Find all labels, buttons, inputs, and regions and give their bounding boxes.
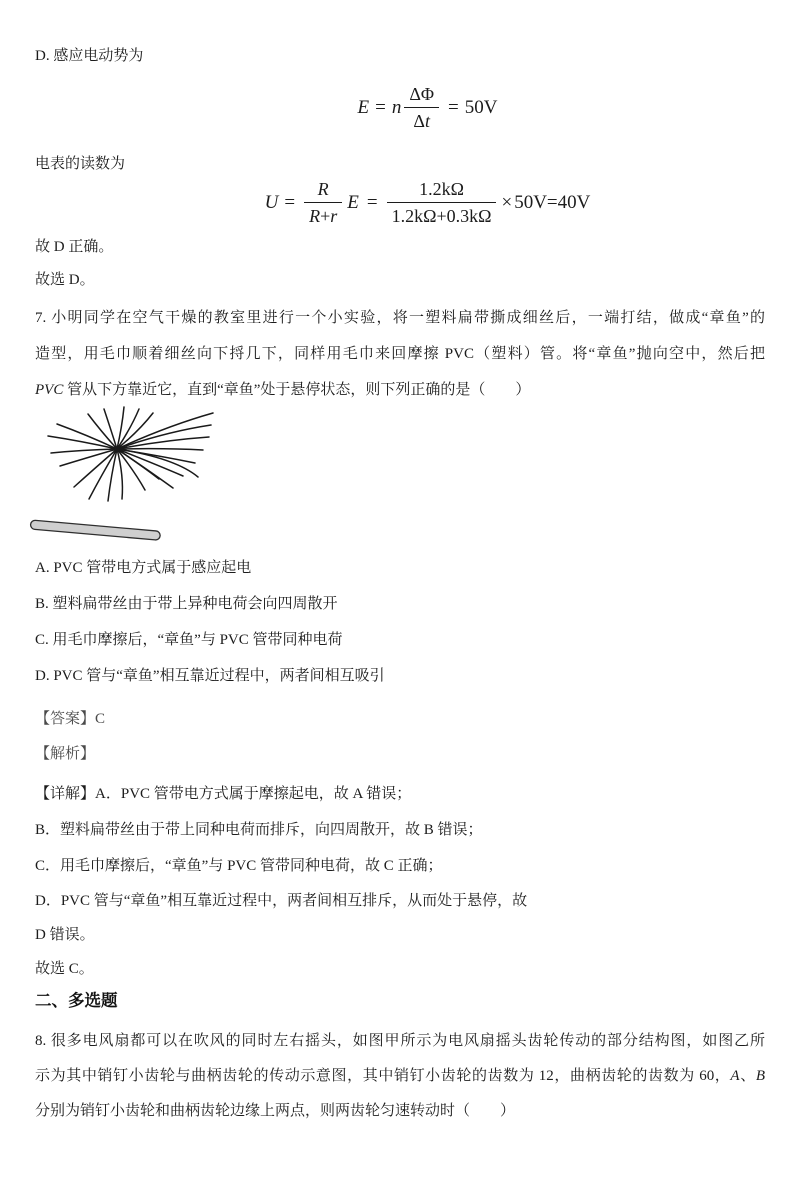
- formula-var: n: [391, 96, 402, 118]
- equals-sign: =: [284, 191, 296, 213]
- fraction-denominator: 1.2kΩ+0.3kΩ: [387, 202, 497, 226]
- equals-sign: =: [366, 191, 378, 213]
- fraction: [387, 179, 497, 226]
- plus-sign: +: [320, 206, 331, 226]
- formula-result: 50V: [464, 96, 498, 118]
- conclusion-choose-line: 故选 D。: [35, 272, 95, 288]
- detail-line-c: C．用毛巾摩擦后，“章鱼”与 PVC 管带同种电荷，故 C 正确；: [35, 858, 443, 874]
- voltage-formula: [0, 179, 800, 226]
- fraction-denominator: [404, 107, 439, 131]
- fraction-numerator: 1.2kΩ: [419, 179, 464, 199]
- point-b-label: B: [755, 1068, 765, 1084]
- formula-var: U: [264, 191, 279, 213]
- section-heading-multi-choice: 二、多选题: [35, 991, 118, 1010]
- multiply-sign: ×: [501, 191, 513, 213]
- fraction: [404, 84, 439, 131]
- fraction-numerator: ΔΦ: [409, 84, 435, 104]
- answer-value: C: [95, 711, 106, 727]
- formula-var: r: [330, 206, 338, 226]
- formula-var: E: [347, 191, 359, 213]
- answer-line: [35, 708, 765, 730]
- question-7-line-1: 7. 小明同学在空气干燥的教室里进行一个小实验，将一塑料扁带撕成细丝后，一端打结，做成“章鱼”的: [35, 310, 765, 326]
- detail-text-a: A．PVC 管带电方式属于摩擦起电，故 A 错误；: [95, 786, 412, 802]
- solution-option-d-line: D. 感应电动势为: [35, 48, 144, 64]
- option-b: B. 塑料扁带丝由于带上异种电荷会向四周散开: [35, 596, 338, 612]
- meter-reading-line: 电表的读数为: [35, 156, 126, 172]
- detail-line-a: [35, 783, 765, 805]
- detail-label: 【详解】: [35, 786, 96, 802]
- detail-line-d-wrap: D 错误。: [35, 927, 95, 943]
- emf-formula: [0, 84, 800, 131]
- pvc-pipe-icon: [30, 520, 160, 540]
- option-c: C. 用毛巾摩擦后，“章鱼”与 PVC 管带同种电荷: [35, 632, 343, 648]
- formula-result: 50V=40V: [514, 191, 591, 213]
- question-7-line-3-rest: 管从下方靠近它，直到“章鱼”处于悬停状态，则下列正确的是（ ）: [63, 382, 531, 398]
- fraction-denominator: [304, 202, 342, 226]
- answer-label: 【答案】: [35, 711, 96, 727]
- equals-sign: =: [448, 96, 459, 118]
- option-d: D. PVC 管与“章鱼”相互靠近过程中，两者间相互吸引: [35, 668, 385, 684]
- question-7-line-2: 造型，用毛巾顺着细丝向下捋几下，同样用毛巾来回摩擦 PVC（塑料）管。将“章鱼”抛向空中，然后把: [35, 346, 765, 362]
- pvc-italic-label: PVC: [35, 382, 64, 398]
- fraction-numerator: R: [317, 179, 329, 199]
- equals-sign: =: [375, 96, 386, 118]
- analysis-label-line: 【解析】: [35, 746, 96, 762]
- option-a: A. PVC 管带电方式属于感应起电: [35, 560, 252, 576]
- question-8-line-1: 8. 很多电风扇都可以在吹风的同时左右摇头，如图甲所示为电风扇摇头齿轮传动的部分结构图，如图乙所: [35, 1033, 765, 1049]
- detail-line-b: B．塑料扁带丝由于带上同种电荷而排斥，向四周散开，故 B 错误；: [35, 822, 483, 838]
- conclusion-correct-line: 故 D 正确。: [35, 239, 114, 255]
- question-7-line-3: [35, 379, 765, 401]
- octopus-knot: [114, 446, 119, 451]
- conclusion-choose-c-line: 故选 C。: [35, 961, 94, 977]
- question-7-figure: [25, 400, 235, 548]
- separator: 、: [739, 1068, 756, 1084]
- question-8-line-2-text: 示为其中销钉小齿轮与曲柄齿轮的传动示意图，其中销钉小齿轮的齿数为 12，曲柄齿轮的齿数为 60，: [35, 1068, 731, 1084]
- detail-line-d: D．PVC 管与“章鱼”相互靠近过程中，两者间相互排斥，从而处于悬停，故: [35, 893, 528, 909]
- question-8-line-2: [35, 1065, 765, 1087]
- octopus-filaments-icon: [48, 407, 213, 501]
- delta-symbol: Δ: [413, 111, 425, 131]
- fraction: [304, 179, 342, 226]
- question-8-line-3: 分别为销钉小齿轮和曲柄齿轮边缘上两点，则两齿轮匀速转动时（ ）: [35, 1103, 516, 1119]
- formula-var: E: [357, 96, 370, 118]
- formula-var: R: [309, 206, 321, 226]
- point-a-label: A: [730, 1068, 740, 1084]
- formula-var: t: [424, 111, 430, 131]
